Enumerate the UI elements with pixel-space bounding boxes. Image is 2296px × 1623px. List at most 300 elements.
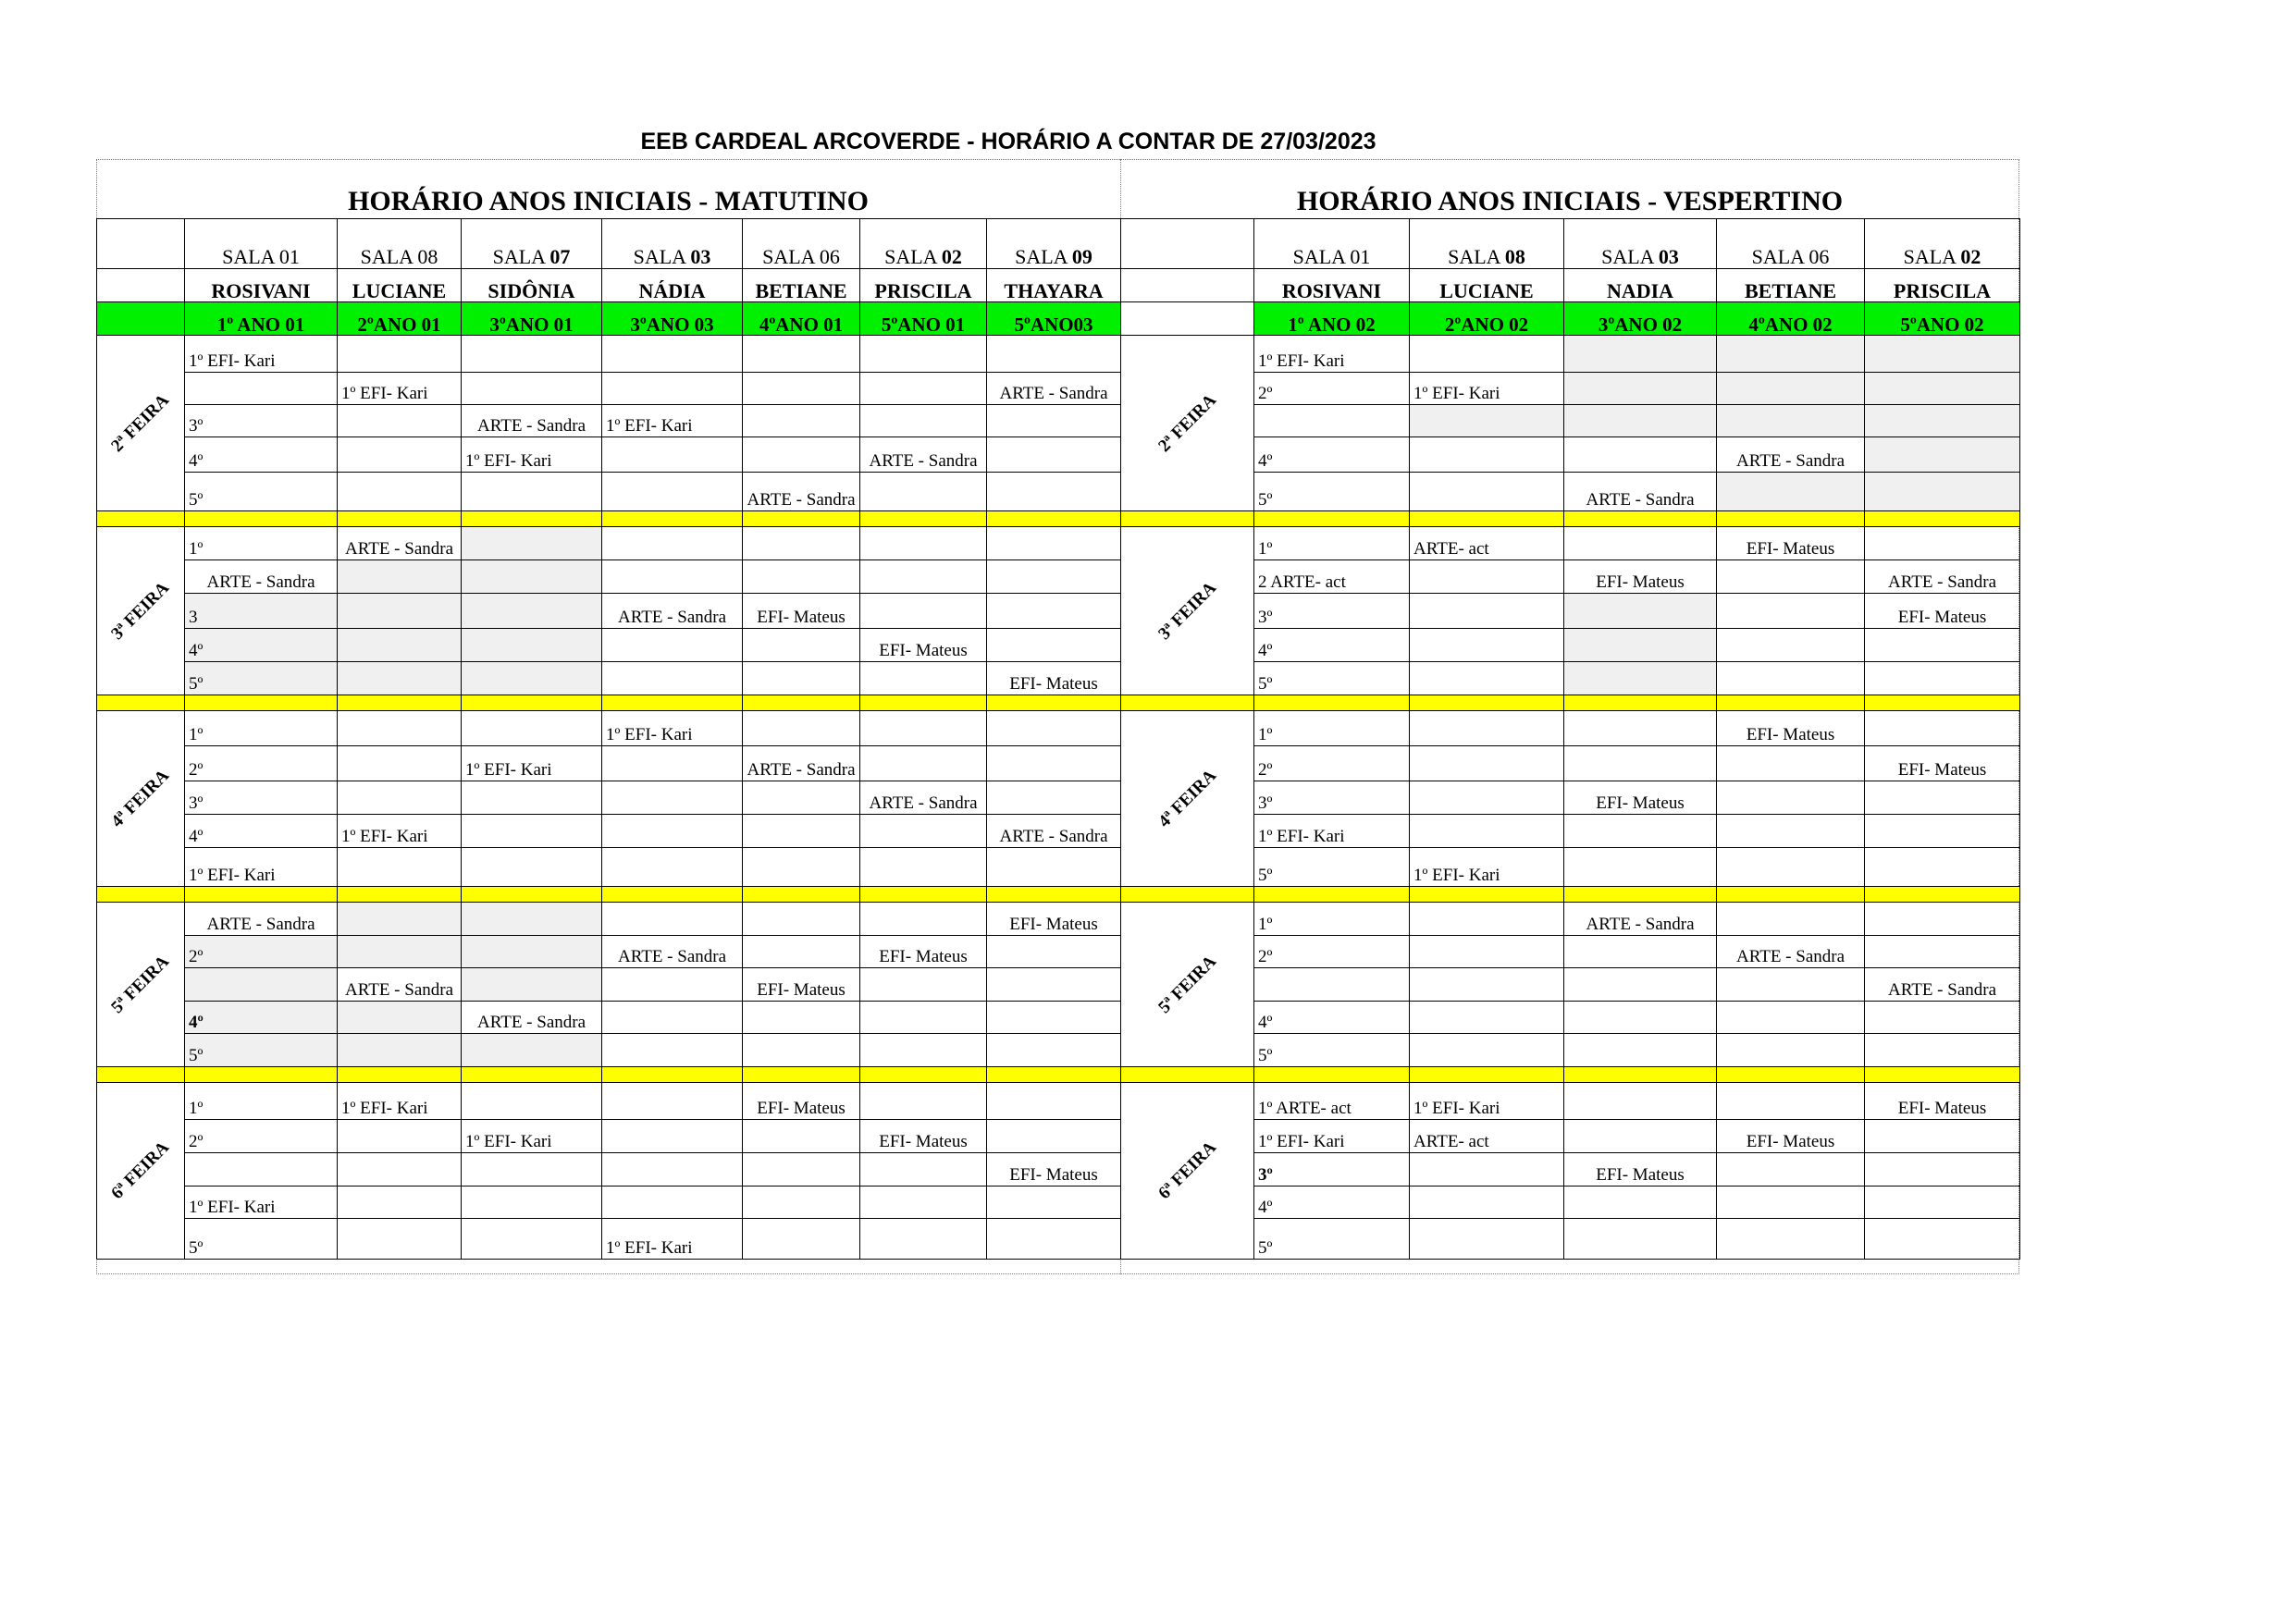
schedule-cell [1564,1120,1717,1153]
schedule-row [97,1153,1121,1187]
schedule-cell: EFI- Mateus [1865,746,2020,781]
sala-header-row [97,219,1121,269]
schedule-cell [1410,662,1564,695]
schedule-row [97,560,1121,594]
schedule-cell: ARTE - Sandra [185,903,338,936]
schedule-cell [1410,815,1564,848]
schedule-cell [1410,903,1564,936]
separator-cell [987,887,1121,903]
schedule-cell [987,594,1121,629]
sala-number: 07 [549,245,571,268]
schedule-cell [860,662,987,695]
sala-number: 06 [1808,245,1830,268]
schedule-cell [743,1219,860,1260]
schedule-cell [462,1083,602,1120]
schedule-row [1121,936,2020,968]
schedule-cell: ARTE - Sandra [743,746,860,781]
schedule-cell [1717,781,1865,815]
day-label [97,711,185,887]
schedule-cell: 2º [1254,373,1410,405]
schedule-cell [602,1187,743,1219]
schedule-cell [1410,437,1564,473]
schedule-cell: EFI- Mateus [1865,594,2020,629]
schedule-cell [987,1083,1121,1120]
corner-cell [1121,302,1254,336]
schedule-cell [462,711,602,746]
separator-cell [462,511,602,527]
schedule-cell [1410,629,1564,662]
schedule-cell [1865,781,2020,815]
schedule-cell [987,1187,1121,1219]
separator-cell [185,887,338,903]
schedule-row [97,594,1121,629]
day-label [97,527,185,695]
schedule-cell: 1º [1254,527,1410,560]
schedule-row [97,437,1121,473]
schedule-row [1121,1120,2020,1153]
schedule-cell: ARTE - Sandra [987,815,1121,848]
schedule-row [1121,1083,2020,1120]
schedule-row [1121,437,2020,473]
schedule-cell [1717,629,1865,662]
class-name: 3ºANO 01 [462,302,602,336]
schedule-row [1121,848,2020,887]
separator-cell [1865,887,2020,903]
schedule-cell [743,527,860,560]
teacher-header-row [1121,269,2020,302]
teacher-name: PRISCILA [1865,269,2020,302]
schedule-cell [743,903,860,936]
schedule-cell: ARTE - Sandra [338,968,462,1002]
schedule-row [1121,1002,2020,1034]
schedule-cell [602,815,743,848]
schedule-cell [1865,373,2020,405]
schedule-row [97,336,1121,373]
class-name: 3ºANO 02 [1564,302,1717,336]
schedule-row [97,1120,1121,1153]
teacher-header-row [97,269,1121,302]
schedule-cell: 2º [185,1120,338,1153]
sala-header [462,219,602,269]
schedule-cell: EFI- Mateus [860,1120,987,1153]
schedule-cell: 1º [185,1083,338,1120]
separator-cell [1121,695,1254,711]
schedule-cell: EFI- Mateus [1865,1083,2020,1120]
schedule-cell: 5º [1254,1219,1410,1260]
schedule-cell [462,968,602,1002]
corner-cell [97,302,185,336]
schedule-cell: ARTE- act [1410,527,1564,560]
schedule-cell: 1º EFI- Kari [462,1120,602,1153]
schedule-cell [1410,968,1564,1002]
schedule-cell: 2 ARTE- act [1254,560,1410,594]
schedule-cell [860,1219,987,1260]
schedule-cell: 4º [185,815,338,848]
separator-cell [1865,1067,2020,1083]
schedule-cell [987,746,1121,781]
schedule-cell [602,848,743,887]
schedule-row [97,936,1121,968]
schedule-cell [1564,936,1717,968]
schedule-cell [860,815,987,848]
sala-number: 01 [1350,245,1371,268]
schedule-cell [462,1153,602,1187]
schedule-cell [462,594,602,629]
schedule-cell [602,560,743,594]
day-label [1121,711,1254,887]
separator-cell [338,887,462,903]
separator-cell [602,695,743,711]
schedule-cell [1865,1187,2020,1219]
schedule-cell [987,527,1121,560]
schedule-cell: 2º [1254,936,1410,968]
schedule-cell: 1º EFI- Kari [462,746,602,781]
schedule-cell: 1º EFI- Kari [1254,336,1410,373]
schedule-cell: ARTE - Sandra [1865,560,2020,594]
schedule-cell [1717,473,1865,511]
sala-number: 02 [1960,245,1981,268]
schedule-cell: ARTE - Sandra [1564,903,1717,936]
sala-header [1410,219,1564,269]
schedule-cell [602,781,743,815]
separator-cell [987,695,1121,711]
vespertino-title: HORÁRIO ANOS INICIAIS - VESPERTINO [1296,186,1844,216]
separator-cell [1410,695,1564,711]
class-name: 1º ANO 01 [185,302,338,336]
separator-cell [602,887,743,903]
schedule-cell: 1º EFI- Kari [185,336,338,373]
schedule-cell: EFI- Mateus [1564,781,1717,815]
schedule-cell [1410,1034,1564,1067]
schedule-cell [338,629,462,662]
schedule-cell: ARTE - Sandra [743,473,860,511]
separator-cell [185,511,338,527]
sala-number: 08 [1504,245,1525,268]
schedule-cell: EFI- Mateus [1717,527,1865,560]
schedule-cell: 1º EFI- Kari [1410,373,1564,405]
separator-cell [1121,511,1254,527]
schedule-cell [1717,848,1865,887]
separator-cell [987,511,1121,527]
schedule-row [97,815,1121,848]
schedule-cell [987,437,1121,473]
schedule-cell: EFI- Mateus [860,629,987,662]
separator-cell [743,695,860,711]
schedule-cell [1717,903,1865,936]
schedule-cell: ARTE - Sandra [987,373,1121,405]
class-name: 5ºANO 01 [860,302,987,336]
schedule-cell [602,903,743,936]
matutino-title: HORÁRIO ANOS INICIAIS - MATUTINO [348,186,869,216]
sala-header-row [1121,219,2020,269]
schedule-cell: 2º [1254,746,1410,781]
class-name: 5ºANO03 [987,302,1121,336]
schedule-cell: 5º [185,473,338,511]
day-separator-row [97,887,1121,903]
schedule-cell: ARTE - Sandra [860,437,987,473]
schedule-cell [860,560,987,594]
sala-label: SALA [1015,245,1072,268]
schedule-cell [1865,1002,2020,1034]
separator-cell [97,511,185,527]
schedule-cell: EFI- Mateus [860,936,987,968]
schedule-cell: ARTE - Sandra [338,527,462,560]
schedule-row [1121,968,2020,1002]
day-name: 2ª FEIRA [1154,389,1220,456]
separator-cell [743,1067,860,1083]
schedule-cell [338,336,462,373]
schedule-cell [1717,373,1865,405]
schedule-cell [1717,1002,1865,1034]
schedule-cell: 1º EFI- Kari [1410,1083,1564,1120]
schedule-cell [1865,473,2020,511]
schedule-cell: EFI- Mateus [743,594,860,629]
schedule-row [1121,662,2020,695]
schedule-cell [1564,848,1717,887]
sala-number: 06 [819,245,840,268]
separator-cell [1410,511,1564,527]
day-separator-row [97,511,1121,527]
schedule-cell [743,848,860,887]
schedule-cell [462,473,602,511]
schedule-cell: 2º [185,936,338,968]
schedule-row [1121,336,2020,373]
vespertino-schedule-table [1120,218,2020,1260]
schedule-cell [1410,1002,1564,1034]
schedule-cell [743,1187,860,1219]
schedule-cell: ARTE - Sandra [602,594,743,629]
sala-label: SALA [360,245,418,268]
separator-cell [338,1067,462,1083]
schedule-cell: 1º EFI- Kari [338,373,462,405]
schedule-cell [1410,405,1564,437]
teacher-name: THAYARA [987,269,1121,302]
schedule-cell [1564,815,1717,848]
schedule-cell: 4º [1254,629,1410,662]
schedule-row [1121,903,2020,936]
schedule-row [1121,1034,2020,1067]
schedule-row [97,473,1121,511]
schedule-cell [602,1120,743,1153]
schedule-row [1121,594,2020,629]
sala-label: SALA [1903,245,1961,268]
schedule-cell: 1º [185,711,338,746]
schedule-cell [743,405,860,437]
schedule-cell [860,711,987,746]
schedule-cell [602,336,743,373]
schedule-cell [743,336,860,373]
day-name: 6ª FEIRA [107,1137,174,1204]
schedule-cell [1865,527,2020,560]
sala-number: 03 [1658,245,1679,268]
schedule-cell [1717,1187,1865,1219]
schedule-cell [462,373,602,405]
schedule-cell [338,848,462,887]
schedule-cell [462,1187,602,1219]
teacher-name: NÁDIA [602,269,743,302]
separator-cell [1564,887,1717,903]
schedule-cell: 3 [185,594,338,629]
schedule-cell [743,781,860,815]
sala-header [987,219,1121,269]
schedule-cell [743,629,860,662]
schedule-cell [462,1219,602,1260]
schedule-cell [1410,936,1564,968]
day-name: 5ª FEIRA [107,951,174,1017]
schedule-cell: 4º [1254,1002,1410,1034]
teacher-name: ROSIVANI [185,269,338,302]
schedule-cell: 1º ARTE- act [1254,1083,1410,1120]
schedule-cell: ARTE - Sandra [1717,936,1865,968]
schedule-cell [1564,1002,1717,1034]
schedule-cell: ARTE - Sandra [462,405,602,437]
schedule-cell: ARTE - Sandra [185,560,338,594]
schedule-cell [462,336,602,373]
day-separator-row [1121,695,2020,711]
schedule-cell [462,1034,602,1067]
schedule-row [1121,629,2020,662]
schedule-cell [860,848,987,887]
schedule-cell [860,1153,987,1187]
schedule-cell [338,1153,462,1187]
schedule-cell [602,662,743,695]
sala-label: SALA [1292,245,1351,268]
separator-cell [338,511,462,527]
schedule-cell [743,815,860,848]
teacher-name: SIDÔNIA [462,269,602,302]
schedule-row [1121,711,2020,746]
schedule-cell [987,1219,1121,1260]
corner-cell [97,219,185,269]
schedule-row [1121,746,2020,781]
teacher-name: BETIANE [743,269,860,302]
schedule-cell [462,781,602,815]
schedule-cell [987,1002,1121,1034]
schedule-cell: 5º [185,662,338,695]
schedule-cell [1865,437,2020,473]
schedule-cell [338,1187,462,1219]
separator-cell [97,1067,185,1083]
schedule-cell [338,405,462,437]
schedule-cell [1564,711,1717,746]
schedule-row [97,1002,1121,1034]
schedule-cell [1410,1153,1564,1187]
separator-cell [1254,1067,1410,1083]
day-separator-row [1121,511,2020,527]
class-name: 4ºANO 01 [743,302,860,336]
schedule-cell [1717,815,1865,848]
schedule-cell [1865,336,2020,373]
schedule-row [1121,815,2020,848]
schedule-cell [338,1034,462,1067]
schedule-cell [860,1034,987,1067]
separator-cell [743,511,860,527]
separator-cell [1865,511,2020,527]
schedule-cell [743,437,860,473]
schedule-cell [1564,968,1717,1002]
separator-cell [1717,887,1865,903]
schedule-cell [1564,336,1717,373]
schedule-cell [743,1034,860,1067]
day-label [1121,336,1254,511]
separator-cell [1254,695,1410,711]
sala-header [185,219,338,269]
schedule-cell [1865,405,2020,437]
schedule-cell: 1º EFI- Kari [602,1219,743,1260]
schedule-cell: ARTE - Sandra [462,1002,602,1034]
schedule-cell [338,662,462,695]
schedule-cell: 1º EFI- Kari [185,848,338,887]
schedule-cell: 5º [185,1034,338,1067]
schedule-cell [462,903,602,936]
schedule-cell: ARTE- act [1410,1120,1564,1153]
schedule-cell [462,936,602,968]
schedule-cell: ARTE - Sandra [860,781,987,815]
schedule-cell: 3º [1254,1153,1410,1187]
schedule-cell: EFI- Mateus [743,968,860,1002]
document-title: EEB CARDEAL ARCOVERDE - HORÁRIO A CONTAR DE 27/03/2023 [640,129,1376,154]
separator-cell [1717,695,1865,711]
schedule-cell: 4º [185,437,338,473]
day-separator-row [1121,1067,2020,1083]
day-name: 2ª FEIRA [107,389,174,456]
schedule-cell [602,629,743,662]
schedule-cell: 1º EFI- Kari [338,1083,462,1120]
schedule-cell [462,815,602,848]
sala-header [1717,219,1865,269]
class-name: 1º ANO 02 [1254,302,1410,336]
schedule-cell [338,781,462,815]
schedule-cell [743,936,860,968]
sala-number: 08 [417,245,438,268]
sala-header [338,219,462,269]
schedule-cell: ARTE - Sandra [1865,968,2020,1002]
corner-cell [1121,219,1254,269]
sala-header [860,219,987,269]
schedule-cell [1564,1083,1717,1120]
class-name: 2ºANO 01 [338,302,462,336]
schedule-cell: EFI- Mateus [987,662,1121,695]
schedule-cell [1410,781,1564,815]
schedule-row [97,1083,1121,1120]
schedule-cell: 1º EFI- Kari [1254,815,1410,848]
class-header-row [1121,302,2020,336]
schedule-cell [987,848,1121,887]
schedule-cell [860,336,987,373]
separator-cell [860,887,987,903]
schedule-cell [1410,711,1564,746]
schedule-cell [338,594,462,629]
separator-cell [462,1067,602,1083]
class-name: 4ºANO 02 [1717,302,1865,336]
schedule-cell: EFI- Mateus [743,1083,860,1120]
schedule-cell [987,405,1121,437]
teacher-name: BETIANE [1717,269,1865,302]
schedule-cell [338,746,462,781]
schedule-cell: EFI- Mateus [987,1153,1121,1187]
day-label [97,1083,185,1260]
separator-cell [97,887,185,903]
schedule-cell [1410,1187,1564,1219]
day-name: 6ª FEIRA [1154,1137,1220,1204]
schedule-cell [1410,746,1564,781]
schedule-cell [1254,405,1410,437]
schedule-cell [185,968,338,1002]
schedule-cell [1865,848,2020,887]
schedule-cell [743,1002,860,1034]
separator-cell [185,695,338,711]
sala-header [743,219,860,269]
